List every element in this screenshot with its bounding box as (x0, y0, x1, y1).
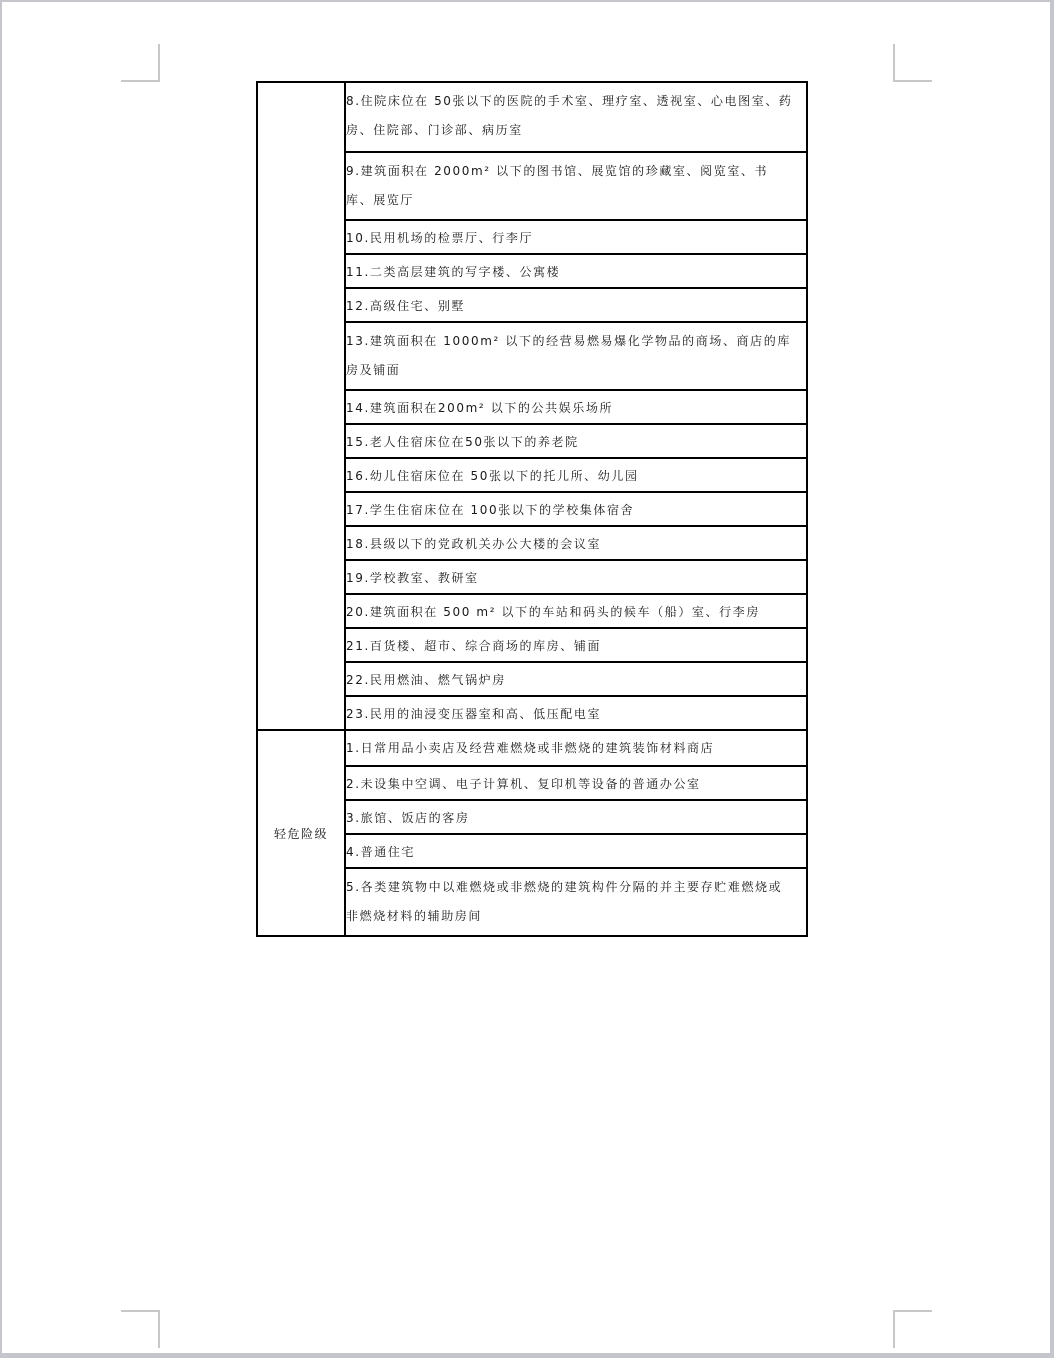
hazard-classification-table (256, 81, 808, 937)
table-group-continued (258, 83, 806, 729)
margin-mark-bottom-left-h (121, 1310, 160, 1312)
table-row: 22.民用燃油、燃气锅炉房 (346, 661, 806, 695)
margin-mark-top-left-v (158, 44, 160, 82)
table-row: 16.幼儿住宿床位在 50张以下的托儿所、幼儿园 (346, 457, 806, 491)
table-row: 2.未设集中空调、电子计算机、复印机等设备的普通办公室 (346, 765, 806, 799)
table-row: 17.学生住宿床位在 100张以下的学校集体宿舍 (346, 491, 806, 525)
table-row: 18.县级以下的党政机关办公大楼的会议室 (346, 525, 806, 559)
group-items (346, 83, 806, 729)
table-row: 8.住院床位在 50张以下的医院的手术室、理疗室、透视室、心电图室、药房、住院部、门诊部、病历室 (346, 94, 793, 137)
table-row: 13.建筑面积在 1000m² 以下的经营易燃易爆化学物品的商场、商店的库房及铺面 (346, 321, 806, 389)
table-row: 21.百货楼、超市、综合商场的库房、铺面 (346, 627, 806, 661)
table-row: 3.旅馆、饭店的客房 (346, 799, 806, 833)
margin-mark-bottom-right-h (893, 1310, 932, 1312)
table-row: 4.普通住宅 (346, 833, 806, 867)
table-row: 20.建筑面积在 500 m² 以下的车站和码头的候车（船）室、行李房 (346, 593, 806, 627)
table-row: 5.各类建筑物中以难燃烧或非燃烧的建筑构件分隔的并主要存贮难燃烧或非燃烧材料的辅助房间 (346, 867, 806, 935)
table-row: 11.二类高层建筑的写字楼、公寓楼 (346, 253, 806, 287)
group-label: 轻危险级 (258, 731, 346, 935)
margin-mark-top-right-v (893, 44, 895, 82)
group-items (346, 731, 806, 935)
table-row: 19.学校教室、教研室 (346, 559, 806, 593)
margin-mark-bottom-right-v (893, 1310, 895, 1348)
table-row: 14.建筑面积在200m² 以下的公共娱乐场所 (346, 389, 806, 423)
table-row: 12.高级住宅、别墅 (346, 287, 806, 321)
table-row: 10.民用机场的检票厅、行李厅 (346, 219, 806, 253)
table-row: 1.日常用品小卖店及经营难燃烧或非燃烧的建筑装饰材料商店 (346, 741, 715, 755)
group-label (258, 83, 346, 729)
table-row: 15.老人住宿床位在50张以下的养老院 (346, 423, 806, 457)
document-page (2, 2, 1050, 1353)
margin-mark-top-right-h (893, 80, 932, 82)
table-group-light-hazard (258, 729, 806, 935)
table-row: 23.民用的油浸变压器室和高、低压配电室 (346, 695, 806, 729)
margin-mark-top-left-h (121, 80, 160, 82)
table-row: 9.建筑面积在 2000m² 以下的图书馆、展览馆的珍藏室、阅览室、书库、展览厅 (346, 151, 806, 219)
margin-mark-bottom-left-v (158, 1310, 160, 1348)
